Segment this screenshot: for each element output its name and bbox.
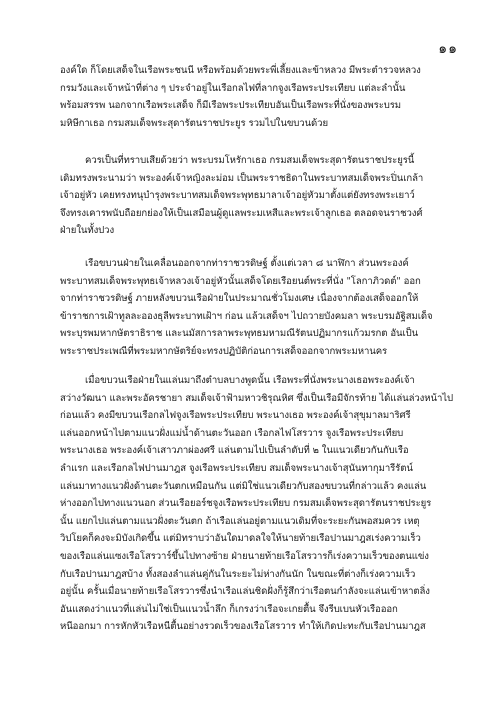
text-line: พระราชประเพณีที่พระมหากษัตริย์จะทรงปฏิบัติก่อนการเสด็จออกจากพระมหานคร <box>60 345 388 357</box>
text-line: เดิมทรงพระนามว่า พระองค์เจ้าหญิงละม่อม เป็นพระราชธิดาในพระบาทสมเด็จพระปิ่นเกล้า <box>60 172 424 184</box>
text-line: พร้อมสรรพ นอกจากเรือพระเสด็จ ก็มีเรือพระประเทียบอันเป็นเรือพระที่นั่งของพระบรม <box>60 100 402 112</box>
text-line: หนีออกมา การหักหัวเรือหนีตื้นอย่างรวดเร็วของเรือโสรวาร ทำให้เกิดปะทะกับเรือปานมาฎส <box>60 621 426 633</box>
text-line: ลำแรก และเรือกลไฟปานมาฎส จูงเรือพระประเทียบ สมเด็จพระนางเจ้าสุนันทากุมารีรัตน์ <box>60 462 413 474</box>
text-line: ควรเป็นที่ทราบเสียด้วยว่า พระบรมโหรักาเธอ กรมสมเด็จพระสุดารัตนราชประยูรนี้ <box>85 155 415 166</box>
text-line: มหิษีกาเธอ กรมสมเด็จพระสุดารัตนราชประยูร รวมไปในขบวนด้วย <box>60 117 328 129</box>
text-line: วิปโยคก็คงจะมิบังเกิดขึ้น แต่มิทราบว่าอันใดมาดลใจให้นายท้ายเรือปานมาฎสเร่งความเร็ว <box>60 533 421 545</box>
text-line: อันแสดงว่าแนวที่แล่นไม่ใช่เป็นแนวน้ำลึก ก็เกรงว่าเรือจะเกยตื้น จึงรีบเบนหัวเรือออก <box>60 603 398 615</box>
text-line: ฝ่ายในทั้งปวง <box>60 225 115 237</box>
page-number: ๑๑ <box>438 41 458 57</box>
text-line: เจ้าอยู่หัว เคยทรงทนุบำรุงพระบาทสมเด็จพระพุทธมาลาเจ้าอยู่หัวมาตั้งแต่ยังทรงพระเยาว์ <box>60 190 415 202</box>
text-line: ข้าราชการเฝ้าทูลละอองธุลีพระบาทเฝ้าฯ ก่อน แล้วเสด็จฯ ไปถวายบังคมลา พระบรมอัฐิสมเด็จ <box>60 310 433 322</box>
text-line: เมื่อขบวนเรือฝ่ายในแล่นมาถึงตำบลบางพูดนั้น เรือพระที่นั่งพระนางเธอพระองค์เจ้า <box>85 375 415 386</box>
text-line: นั้น แยกไปแล่นตามแนวฝั่งตะวันตก ถ้าเรือแล่นอยู่ตามแนวเดิมที่จะระยะกันพอสมควร เหตุ <box>60 515 420 527</box>
text-line: อยู่นั้น ครั้นเมื่อนายท้ายเรือโสรวารซึ่งนำเรือแล่นชิดฝั่งก็รู้สึกว่าเรือตนกำลังจะแล่นเข้าหาตลิ่ง <box>60 586 430 598</box>
text-line: เรือขบวนฝ่ายในเคลื่อนออกจากท่าราชวรดิษฐ์ ตั้งแต่เวลา ๘ นาฬิกา ส่วนพระองค์ <box>85 258 409 269</box>
text-line: จึงทรงเคารพนับถือยกย่องให้เป็นเสมือนผู้ดูแลพระมเหสีและพระเจ้าลูกเธอ ตลอดจนราชวงศ์ <box>60 207 423 219</box>
text-line: ก่อนแล้ว คงมีขบวนเรือกลไฟจูงเรือพระประเทียบ พระนางเธอ พระองค์เจ้าสุขุมาลมาริศรี <box>60 410 411 422</box>
text-line: กับเรือปานมาฎสบ้าง ทั้งสองลำแล่นคู่กันในระยะไม่ห่างกันนัก ในขณะที่ต่างก็เร่งความเร็ว <box>60 568 416 580</box>
text-line: ห่างออกไปทางแนวนอก ส่วนเรือยอร์ชจูงเรือพระประเทียบ กรมสมเด็จพระสุดารัตนราชประยูร <box>60 498 432 510</box>
text-line: พระนางเธอ พระองค์เจ้าเสาวภาผ่องศรี แล่นตามไปเป็นลำดับที่ ๒ ในแนวเดียวกันกับเรือ <box>60 445 409 457</box>
paragraph-3 <box>60 255 455 361</box>
text-line: องค์ใด ก็โดยเสด็จในเรือพระชนนี หรือพร้อมด้วยพระพี่เลี้ยงและข้าหลวง มีพระตำรวจหลวง <box>60 65 421 76</box>
paragraph-1 <box>60 62 455 132</box>
paragraph-4 <box>60 372 455 636</box>
text-line: พระบาทสมเด็จพระพุทธเจ้าหลวงเจ้าอยู่หัวนั้นเสด็จโดยเรือยนต์พระที่นั่ง "โลกาภิวดต์" ออก <box>60 275 421 287</box>
text-line: จากท่าราชวรดิษฐ์ ภายหลังขบวนเรือฝ่ายในประมาณชั่วโมงเศษ เนื่องจากต้องเสด็จออกให้ <box>60 293 419 305</box>
text-line: แล่นมาทางแนวฝั่งด้านตะวันตกเหมือนกัน แต่มิใช่แนวเดียวกับสองขบวนที่กล่าวแล้ว คงแล่น <box>60 480 427 492</box>
text-line: พระบุรพมหากษัตราธิราช และนมัสการลาพระพุทธมหามณีรัตนปฏิมากรแก้วมรกต อันเป็น <box>60 328 419 340</box>
text-line: ของเรือแล่นแซงเรือโสรวาร์ขึ้นไปทางซ้าย ฝ่ายนายท้ายเรือโสรวารก็เร่งความเร็วของตนแข่ง <box>60 550 429 562</box>
text-line: แล่นออกหน้าไปตามแนวฝั่งแม่น้ำด้านตะวันออก เรือกลไฟโสรวาร จูงเรือพระประเทียบ <box>60 427 404 439</box>
paragraph-2 <box>60 152 455 240</box>
text-line: กรมวังและเจ้าหน้าที่ต่าง ๆ ประจำอยู่ในเรือกลไฟที่ลากจูงเรือพระประเทียบ แต่ละลำนั้น <box>60 82 406 94</box>
text-line: สว่างวัฒนา และพระอัครชายา สมเด็จเจ้าฟ้ามหาวชิรุณหิศ ซึ่งเป็นเรือมีจักรท้าย ได้แล่นล่วงหน้าไป <box>60 392 453 404</box>
